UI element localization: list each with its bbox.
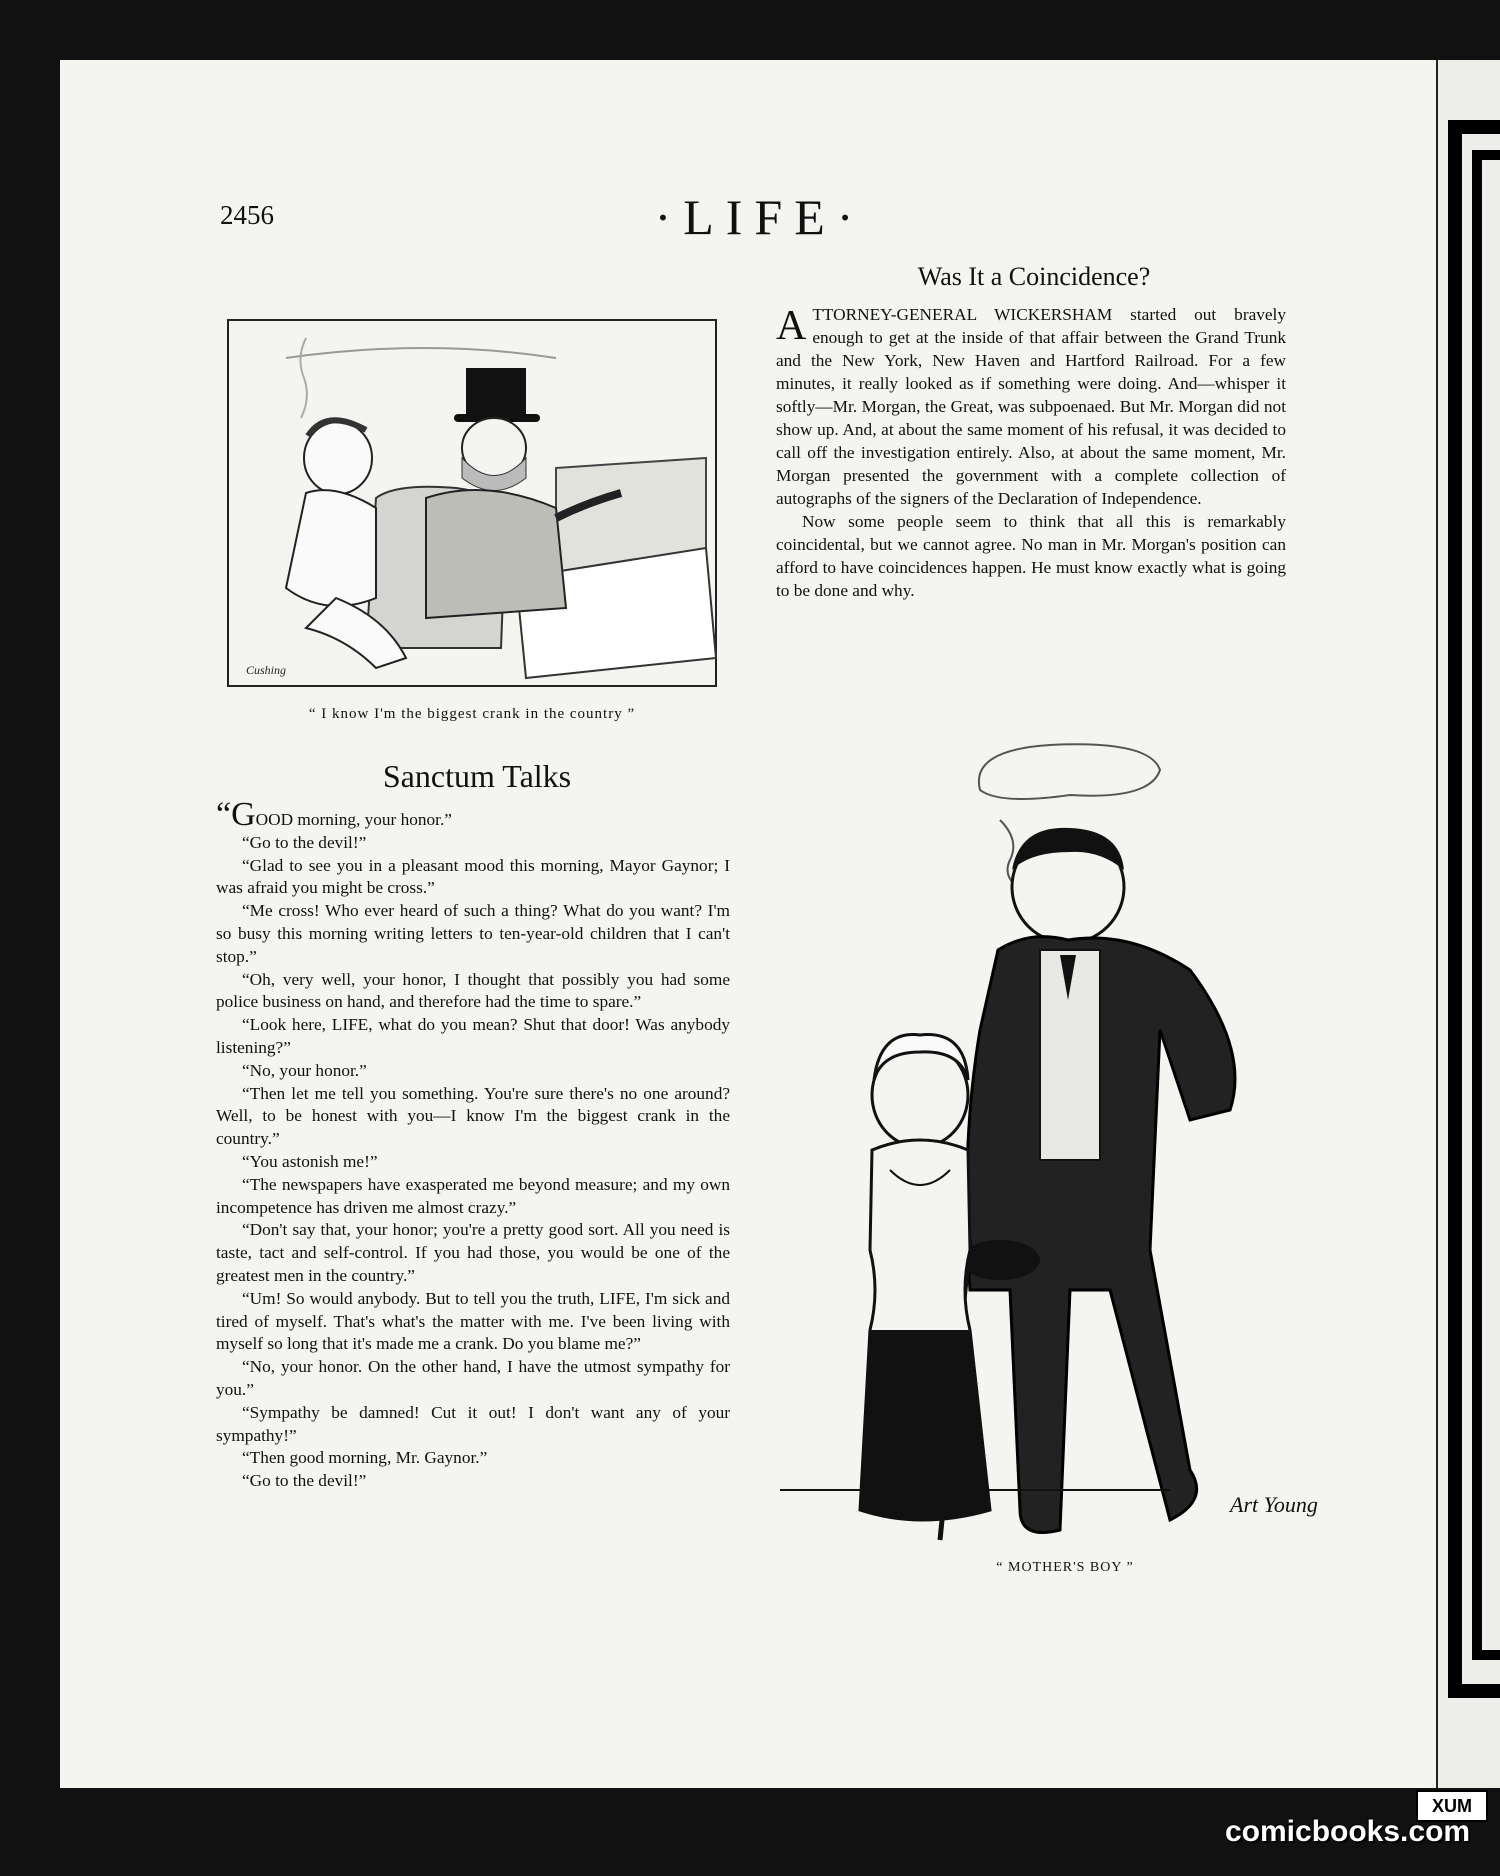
cartoon2-caption: “ MOTHER'S BOY ” <box>996 1560 1134 1575</box>
dialogue-line: “Don't say that, your honor; you're a pretty good sort. All you need is taste, tact and self-control. If you had those, you would be one of the greatest men in the country.” <box>216 1220 730 1285</box>
cartoon1-caption: “ I know I'm the biggest crank in the country ” <box>308 706 636 722</box>
facing-page-edge <box>1436 60 1500 1788</box>
article-body-coincidence <box>776 303 1286 602</box>
dialogue-line: “Go to the devil!” <box>242 1471 367 1491</box>
article-title-sanctum: Sanctum Talks <box>382 758 572 794</box>
dialogue-line: “Um! So would anybody. But to tell you the truth, LIFE, I'm sick and tired of myself. That's what's the matter with me. I've been living with myself so long that it's made me a crank. Do you blame me?” <box>216 1288 730 1354</box>
dropcap: “G <box>216 796 256 833</box>
watermark-badge: XUM <box>1416 1790 1488 1822</box>
cartoon-crank-illustration <box>226 318 718 690</box>
article1-paragraph-1: TTORNEY-GENERAL WICKERSHAM started out bravely enough to get at the inside of that affair between the Grand Trunk and the New York, New Haven and Hartford Railroad. For a few minutes, it really looked as if something were doing. And—whisper it softly—Mr. Morgan, the Great, was subpoenaed. But Mr. Morgan did not show up. And, at about the same moment of his refusal, it was decided to call off the investigation entirely. Also, at about the same moment, Mr. Morgan presented the government with a complete collection of autographs of the signers of the Declaration of Independence. <box>776 305 1286 508</box>
article-title-coincidence: Was It a Coincidence? <box>917 262 1151 291</box>
page-number: 2456 <box>220 200 274 230</box>
dialogue-line: “No, your honor.” <box>242 1060 367 1080</box>
dialogue-line: “You astonish me!” <box>242 1151 378 1171</box>
dialogue-line: “Then let me tell you something. You're sure there's no one around? Well, to be honest with you—I know I'm the biggest crank in the country.” <box>216 1083 730 1149</box>
dialogue-line: “Go to the devil!” <box>242 832 367 852</box>
cartoon-mothers-boy-illustration <box>770 730 1360 1560</box>
article1-paragraph-2: Now some people seem to think that all this is remarkably coincidental, but we cannot agree. No man in Mr. Morgan's position can afford to have coincidences happen. He must know exactly what is going to be done and why. <box>776 512 1286 600</box>
article-body-sanctum <box>216 796 730 1493</box>
masthead: ·LIFE· <box>654 189 866 245</box>
cartoon1-signature: Cushing <box>246 663 287 677</box>
dialogue-line: “Glad to see you in a pleasant mood this morning, Mayor Gaynor; I was afraid you might be cross.” <box>216 855 730 898</box>
dropcap: A <box>776 303 807 349</box>
watermark-site: comicbooks.com <box>1225 1815 1471 1848</box>
dialogue-line: “Then good morning, Mr. Gaynor.” <box>242 1448 488 1468</box>
dialogue-line: “Look here, LIFE, what do you mean? Shut that door! Was anybody listening?” <box>216 1015 730 1057</box>
dialogue-line: “Oh, very well, your honor, I thought that possibly you had some police business on hand, and therefore had the time to spare.” <box>216 969 730 1012</box>
dialogue-line: OOD morning, your honor.” <box>255 810 452 829</box>
cartoon2-signature: Art Young <box>1230 1492 1318 1517</box>
dialogue-line: “No, your honor. On the other hand, I have the utmost sympathy for you.” <box>216 1357 730 1399</box>
dialogue-line: “Sympathy be damned! Cut it out! I don't want any of your sympathy!” <box>216 1402 730 1445</box>
dialogue-line: “The newspapers have exasperated me beyond measure; and my own incompetence has driven me almost crazy.” <box>216 1174 730 1217</box>
dialogue-line: “Me cross! Who ever heard of such a thing? What do you want? I'm so busy this morning writing letters to ten-year-old children that I can't stop.” <box>216 901 730 966</box>
